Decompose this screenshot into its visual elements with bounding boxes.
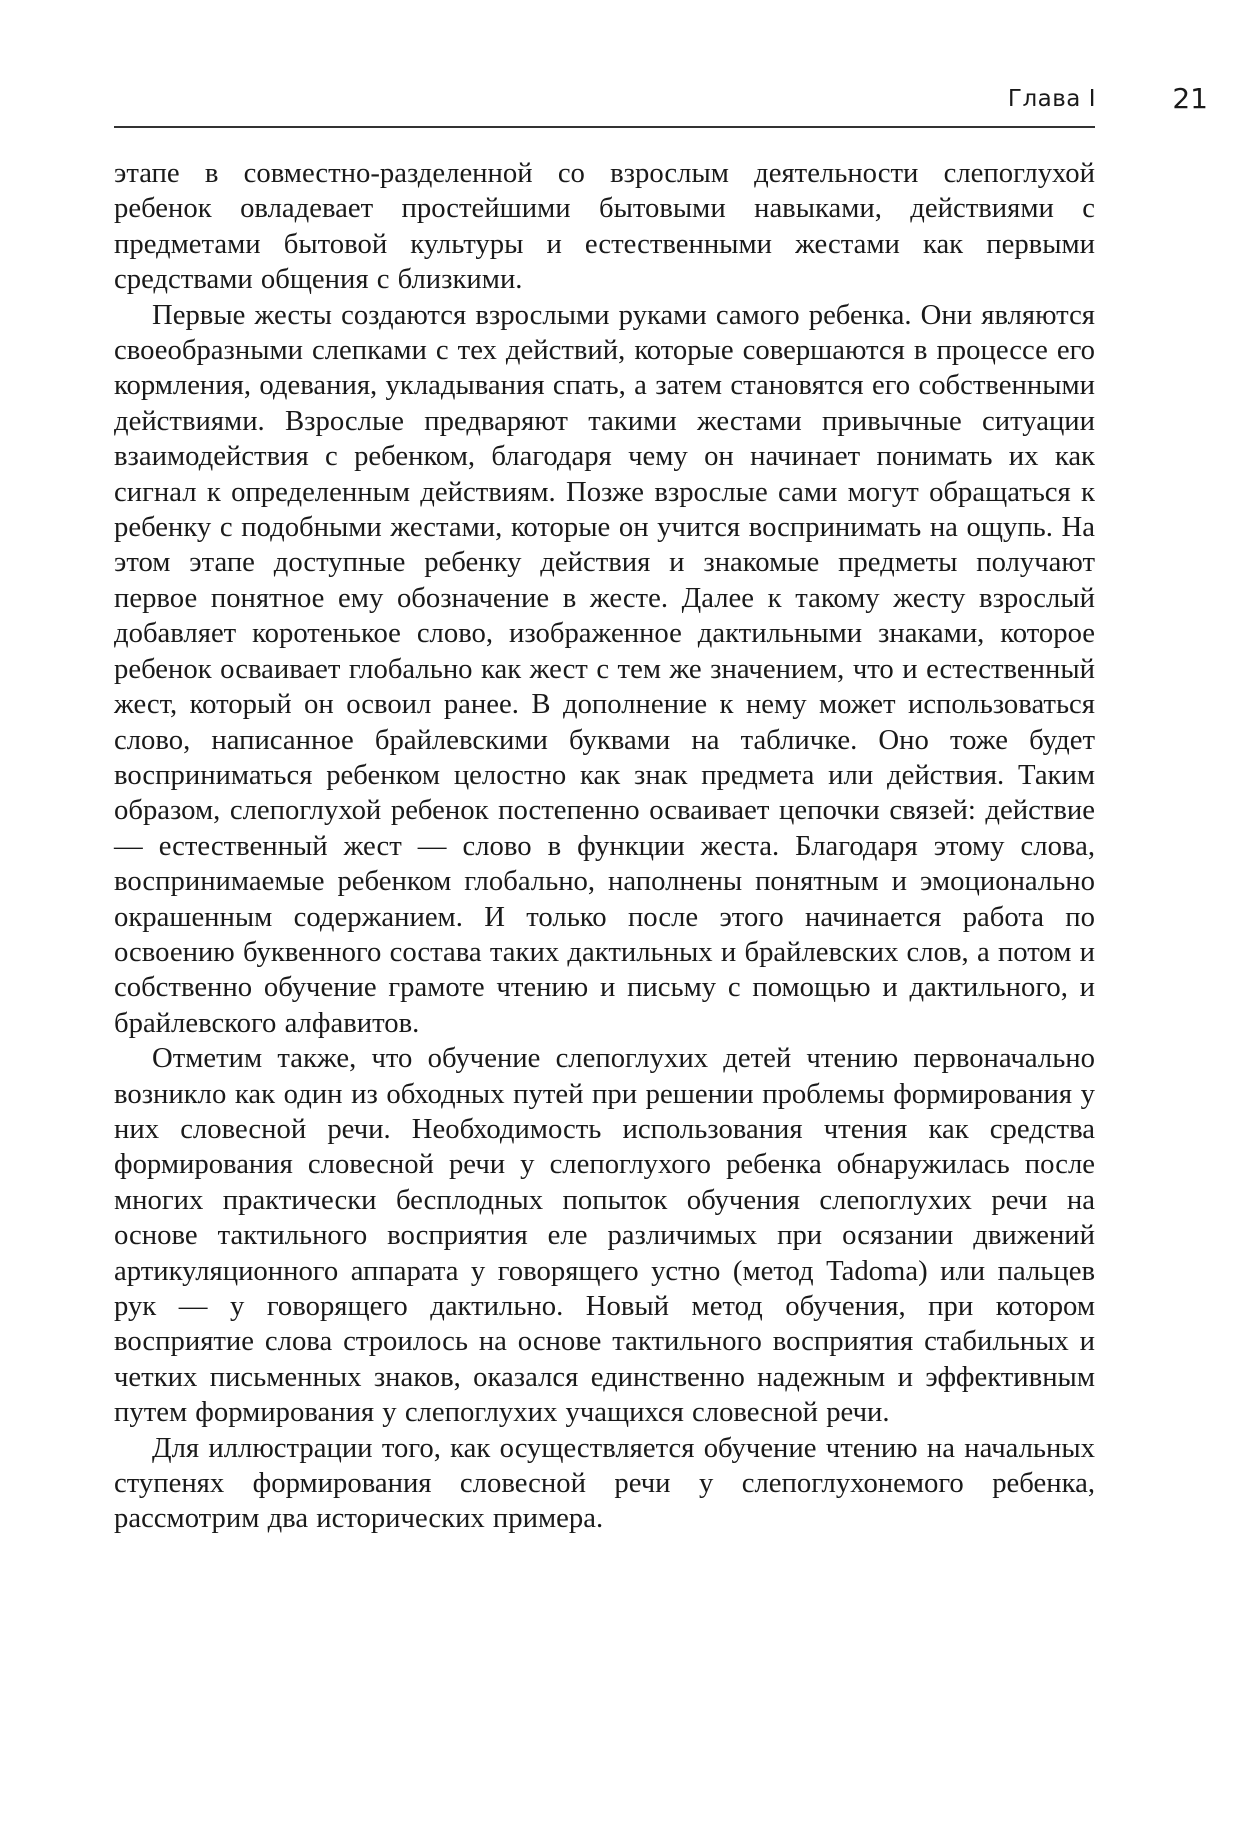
page-number: 21 [1172, 82, 1208, 115]
paragraph-continued: этапе в совместно-разделенной со взрослым деятельности слепоглухой ребенок овладевает простейшими бытовыми навыками, действиями с предметами бытовой культуры и естественными жестами как первыми средствами общения с близкими. [114, 157, 1095, 296]
paragraph-reading-origin: Отметим также, что обучение слепоглухих детей чтению первоначально возникло как один из обходных путей при решении проблемы формирования у них словесной речи. Необходимость использования чтения как средства формирования словесной речи у слепоглухого ребенка обнаружилась после многих практически бесплодных попыток обучения слепоглухих речи на основе тактильного восприятия еле различимых при осязании движений артикуляционного аппарата у говорящего устно (метод Tadoma) или пальцев рук — у говорящего дактильно. Новый метод обучения, при котором восприятие слова строилось на основе тактильного восприятия стабильных и четких письменных знаков, оказался единственно надежным и эффективным путем формирования у слепоглухих учащихся словесной речи. [114, 1042, 1095, 1429]
body-text [114, 156, 1095, 1537]
paragraph-gestures: Первые жесты создаются взрослыми руками самого ребенка. Они являются своеобразными слепками с тех действий, которые совершаются в процессе его кормления, одевания, укладывания спать, а затем становятся его собственными действиями. Взрослые предваряют такими жестами привычные ситуации взаимодействия с ребенком, благодаря чему он начинает понимать их как сигнал к определенным действиям. Позже взрослые сами могут обращаться к ребенку с подобными жестами, которые он учится воспринимать на ощупь. На этом этапе доступные ребенку действия и знакомые предметы получают первое понятное ему обозначение в жесте. Далее к такому жесту взрослый добавляет коротенькое слово, изображенное дактильными знаками, которое ребенок осваивает глобально как жест с тем же значением, что и естественный жест, который он освоил ранее. В дополнение к нему может использоваться слово, написанное брайлевскими буквами на табличке. Оно тоже будет восприниматься ребенком целостно как знак предмета или действия. Таким образом, слепоглухой ребенок постепенно осваивает цепочки связей: действие — естественный жест — слово в функции жеста. Благодаря этому слова, воспринимаемые ребенком глобально, наполнены понятным и эмоционально окрашенным содержанием. И только после этого начинается работа по освоению буквенного состава таких дактильных и брайлевских слов, а потом и собственно обучение грамоте чтению и письму с помощью и дактильного, и брайлевского алфавитов. [114, 298, 1095, 1039]
paragraph-examples-intro: Для иллюстрации того, как осуществляется обучение чтению на начальных ступенях формирования словесной речи у слепоглухонемого ребенка, рассмотрим два исторических примера. [114, 1431, 1095, 1535]
running-header [114, 82, 1208, 126]
header-rule [114, 126, 1095, 128]
chapter-label: Глава I [1007, 86, 1096, 112]
